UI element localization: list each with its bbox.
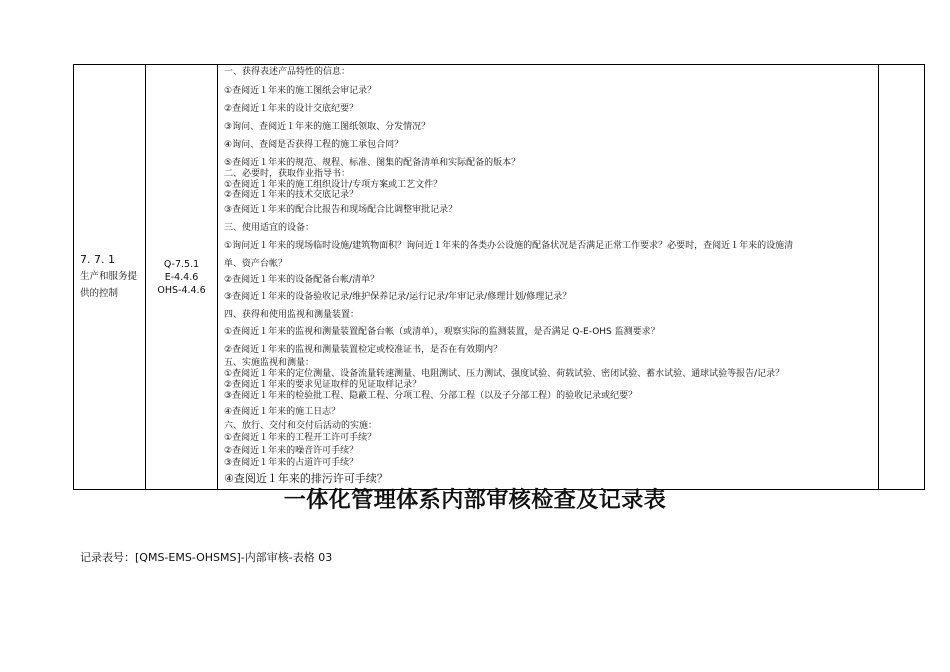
- check-item: ①查阅近１年来的监视和测量装置配备台帐（或清单），观察实际的监测装置，是否满足 Q-E-OHS 监测要求？: [224, 327, 660, 337]
- check-item: ②查阅近１年来的技术交底记录？: [224, 190, 359, 200]
- check-item: ③查阅近１年来的检验批工程、隐蔽工程、分项工程、分部工程（以及子分部工程）的验收记录或纪要？: [224, 391, 638, 401]
- clause-cell: [80, 251, 144, 302]
- check-item: ③询问、查阅近１年来的施工图纸领取、分发情况？: [224, 122, 431, 132]
- check-item: ②查阅近１年来的要求见证取样的见证取样记录？: [224, 380, 422, 390]
- doc-ref-ohs: OHS-4.4.6: [157, 285, 206, 296]
- check-item: 二、必要时，获取作业指导书：: [224, 169, 351, 179]
- check-item: ⑤查阅近１年来的规范、规程、标准、图集的配备清单和实际配备的版本？: [224, 158, 521, 168]
- check-item: 四、获得和使用监视和测量装置：: [224, 310, 360, 320]
- check-item: ②查阅近１年来的设备配备台帐/清单？: [224, 275, 380, 285]
- check-items-column: [218, 65, 879, 489]
- check-item: ①查阅近１年来的工程开工许可手续？: [224, 433, 377, 443]
- check-item: 三、使用适宜的设备：: [224, 223, 315, 233]
- document-title: 一体化管理体系内部审核检查及记录表: [283, 488, 667, 513]
- check-item: 六、放行、交付和交付后活动的实施：: [224, 421, 378, 431]
- check-item: ③查阅近１年来的配合比报告和现场配合比调整审批记录？: [224, 205, 458, 215]
- check-item: 五、实施监视和测量：: [224, 358, 315, 368]
- check-item: ④询问、查阅是否获得工程的施工承包合同？: [224, 140, 404, 150]
- clause-column: [74, 65, 146, 489]
- doc-ref-cell: [146, 258, 217, 297]
- check-item: ③查阅近１年来的占道许可手续？: [224, 458, 359, 468]
- check-item: 一、获得表述产品特性的信息：: [224, 67, 351, 77]
- result-column: [879, 65, 926, 489]
- check-item: ①查阅近１年来的施工图纸会审记录？: [224, 86, 377, 96]
- check-item: ②查阅近１年来的设计交底纪要？: [224, 104, 359, 114]
- doc-ref-column: [146, 65, 218, 489]
- check-item: ①查阅近１年来的定位测量、设备流量转速测量、电阻测试、压力测试、强度试验、荷载试验、密闭试验、蓄水试验、通球试验等报告/记录？: [224, 369, 785, 379]
- check-item: ①询问近１年来的现场临时设施/建筑物面积？询问近１年来的各类办公设施的配备状况是否满足正常工作要求？必要时，查阅近１年来的设施清: [224, 241, 794, 251]
- check-item: ②查阅近１年来的监视和测量装置检定或校准证书，是否在有效期内？: [224, 345, 503, 355]
- check-item: ②查阅近１年来的噪音许可手续？: [224, 446, 359, 456]
- check-item: ④查阅近１年来的施工日志？: [224, 407, 341, 417]
- clause-number: 7. 7. 1: [80, 253, 115, 266]
- check-item: ④查阅近１年来的排污许可手续？: [224, 472, 388, 485]
- record-number: 记录表号：[QMS-EMS-OHSMS]-内部审核-表格 03: [80, 551, 333, 564]
- check-item: ①查阅近１年来的施工组织设计/专项方案或工艺文件？: [224, 180, 443, 190]
- doc-ref-quality: Q-7.5.1: [163, 259, 200, 270]
- doc-ref-environment: E-4.4.6: [164, 272, 199, 283]
- clause-title: 生产和服务提供的控制: [80, 271, 138, 299]
- audit-checklist-table: [73, 64, 925, 490]
- check-item: ③查阅近１年来的设备验收记录/维护保养记录/运行记录/年审记录/修理计划/修理记录？: [224, 292, 572, 302]
- check-item: 单、资产台帐？: [224, 259, 288, 269]
